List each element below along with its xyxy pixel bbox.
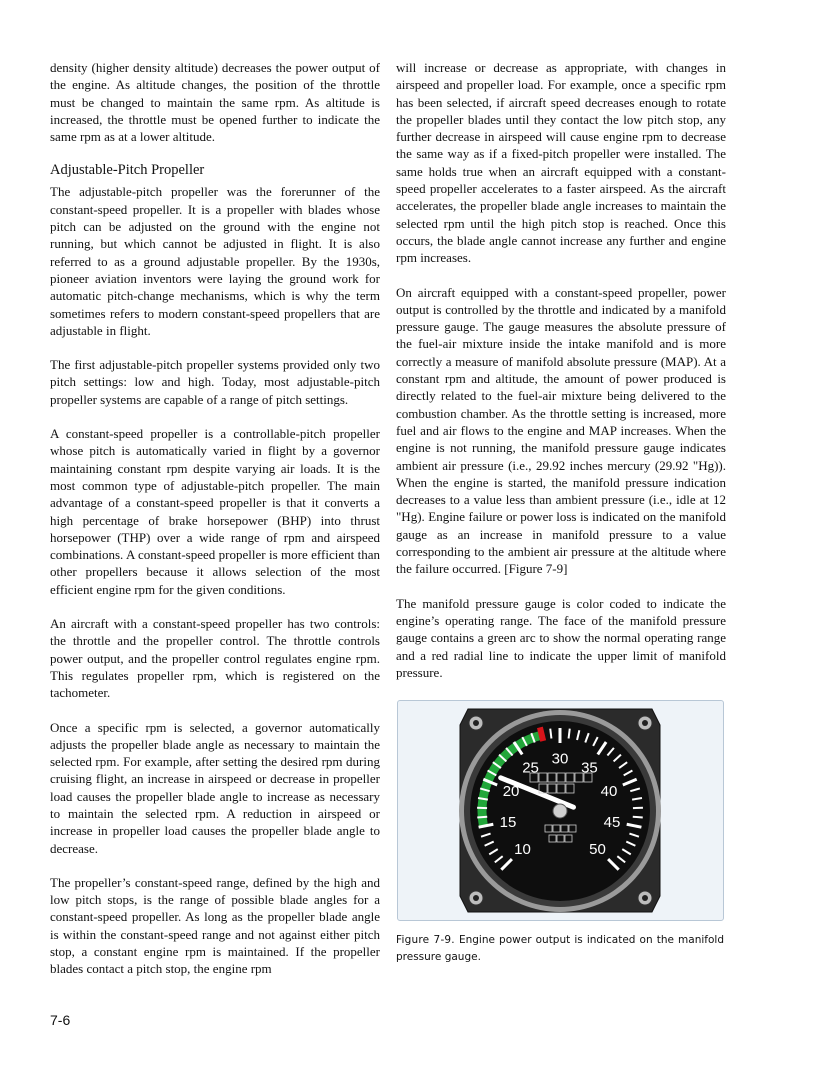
left-column <box>50 59 380 995</box>
paragraph: will increase or decrease as appropriate, with changes in airspeed and propeller load. For example, once a specific rpm has been selected, if aircraft speed decreases enough to rotate the propeller blades until they contact the low pitch stop, any further decrease in airspeed will cause engine rpm to decrease the same way as if a fixed-pitch propeller were installed. The same holds true when an aircraft equipped with a constant-speed propeller accelerates to a faster airspeed. As the aircraft accelerates, the propeller blade angle increases to maintain the selected rpm until the high pitch stop is reached. Once this occurs, the blade angle cannot increase any further and engine rpm increases. <box>396 60 726 266</box>
scale-number: 35 <box>581 759 598 777</box>
paragraph: An aircraft with a constant-speed propeller has two controls: the throttle and the propeller control. The throttle controls power output, and the propeller control regulates engine rpm. This regulates propeller rpm, which is registered on the tachometer. <box>50 616 380 701</box>
scale-tick <box>569 729 570 739</box>
paragraph: The propeller’s constant-speed range, defined by the high and low pitch stops, is the range of possible blade angles for a constant-speed propeller. As long as the propeller blade angle is within the constant-speed range and not against either pitch stop, a constant engine rpm is maintained. If the propeller blades contact a pitch stop, the engine rpm <box>50 874 380 977</box>
paragraph: The manifold pressure gauge is color coded to indicate the engine’s operating range. The face of the manifold pressure gauge contains a green arc to show the normal operating range and a red radial line to indicate the upper limit of manifold pressure. <box>396 595 726 680</box>
manifold-pressure-gauge-illustration <box>398 701 723 920</box>
figure-caption-text: Engine power output is indicated on the manifold pressure gauge. <box>396 934 724 963</box>
scale-tick <box>633 817 643 818</box>
paragraph: A constant-speed propeller is a controllable-pitch propeller whose pitch is automatically varied in flight by a governor maintaining constant rpm despite varying air loads. It is the most common type of adjustable-pitch propeller. The main advantage of a constant-speed propeller is that it converts a high percentage of brake horsepower (BHP) into thrust horsepower (THP) over a wide range of rpm and airspeed combinations. A constant-speed propeller is more efficient than other propellers because it allows selection of the most efficient engine rpm for the given conditions. <box>50 426 380 597</box>
scale-tick <box>477 817 487 818</box>
mounting-screw-icon <box>638 891 652 905</box>
section-heading: Adjustable-Pitch Propeller <box>50 162 205 179</box>
right-column <box>396 59 726 698</box>
red-line-upper-limit <box>540 727 543 741</box>
mounting-screw-icon <box>469 716 483 730</box>
figure-label: Figure 7-9. <box>396 934 455 946</box>
scale-tick <box>550 729 551 739</box>
scale-number: 20 <box>502 783 520 801</box>
scale-number: 40 <box>600 783 618 801</box>
paragraph: The adjustable-pitch propeller was the forerunner of the constant-speed propeller. It is a propeller with blades whose pitch can be adjusted on the ground with the engine not running, but which cannot be adjusted in flight. It is also referred to as a ground adjustable propeller. By the 1930s, pioneer aviation inventors were laying the ground work for automatic pitch-change mechanisms, which is why the term sometimes refers to modern constant-speed propellers that are adjustable in flight. <box>50 184 380 338</box>
needle-hub <box>553 804 567 818</box>
mounting-screw-icon <box>638 716 652 730</box>
figure-caption <box>396 932 724 966</box>
scale-number: 50 <box>589 840 606 858</box>
paragraph: density (higher density altitude) decreases the power output of the engine. As altitude changes, the position of the throttle must be changed to maintain the same rpm. As altitude is increased, the throttle must be opened further to indicate the same rpm as at a lower altitude. <box>50 60 380 145</box>
scale-number: 10 <box>514 840 531 858</box>
page-number: 7-6 <box>50 1012 71 1028</box>
paragraph: On aircraft equipped with a constant-speed propeller, power output is controlled by the throttle and indicated by a manifold pressure gauge. The gauge measures the absolute pressure of the fuel-air mixture inside the intake manifold and is more correctly a measure of manifold absolute pressure (MAP). At a constant rpm and altitude, the amount of power produced is directly related to the fuel-air mixture being delivered to the combustion chamber. As the throttle setting is increased, more fuel and air flows to the engine and MAP increases. When the engine is not running, the manifold pressure gauge indicates ambient air pressure (i.e., 29.92 inches mercury (29.92 "Hg)). When the engine is started, the manifold pressure indication decreases to a value less than ambient pressure (i.e., idle at 12 "Hg). Engine failure or power loss is indicated on the manifold gauge as an increase in manifold pressure to a value corresponding to the ambient air pressure at the altitude where the failure occurred. [Figure 7-9] <box>396 284 726 577</box>
scale-number: 30 <box>551 750 569 768</box>
scale-number: 25 <box>522 759 539 777</box>
scale-number: 15 <box>499 813 517 831</box>
scale-number: 45 <box>603 813 621 831</box>
paragraph: The first adjustable-pitch propeller systems provided only two pitch settings: low and high. Today, most adjustable-pitch propeller systems are capable of a range of pitch settings. <box>50 357 380 407</box>
mounting-screw-icon <box>469 891 483 905</box>
paragraph: Once a specific rpm is selected, a governor automatically adjusts the propeller blade angle as necessary to maintain the selected rpm. For example, after setting the desired rpm during cruising flight, an increase in airspeed or decrease in propeller load causes the propeller blade angle to increase as necessary to maintain the selected rpm. A reduction in airspeed or increase in propeller load causes the propeller blade angle to decrease. <box>50 719 380 856</box>
figure-manifold-pressure-gauge <box>397 700 724 921</box>
